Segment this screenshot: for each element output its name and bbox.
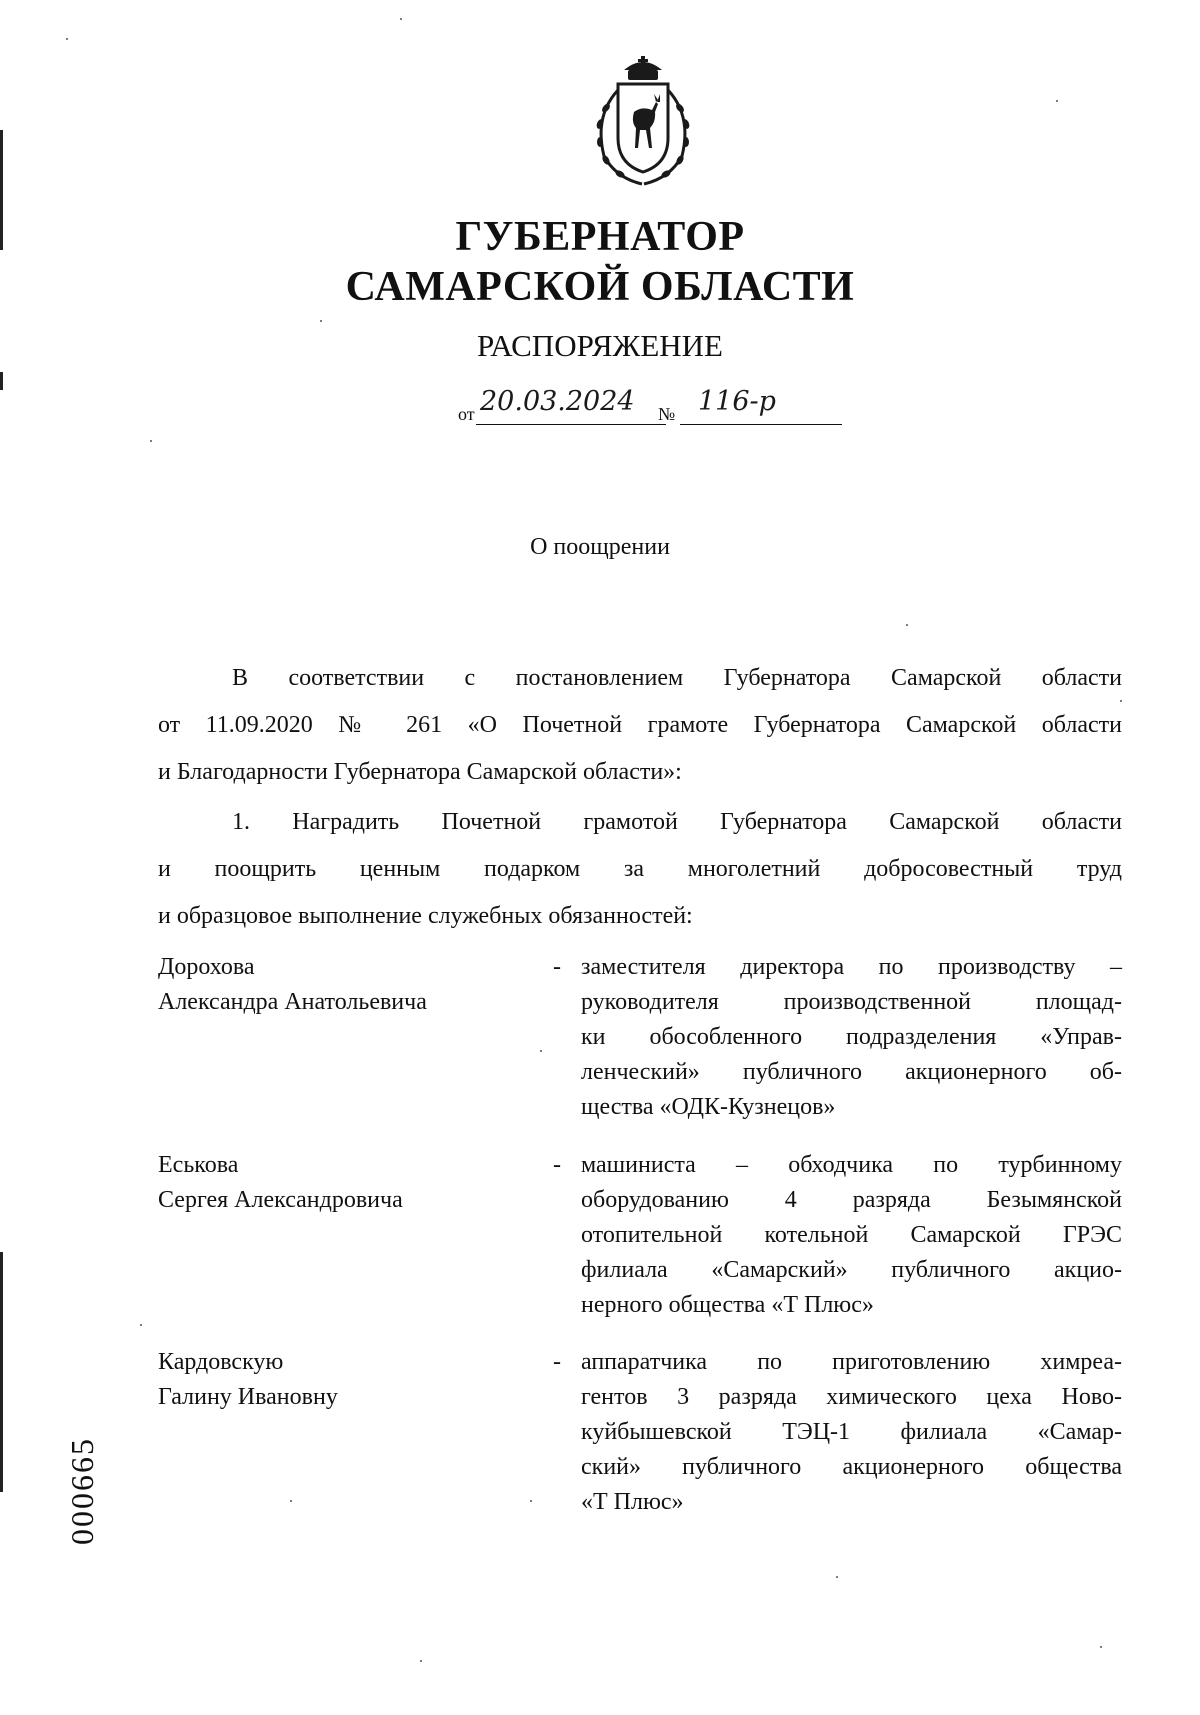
awardee-dash: - xyxy=(553,954,561,980)
scan-speck xyxy=(66,38,68,40)
scan-speck xyxy=(836,1576,838,1578)
preamble-paragraph xyxy=(158,655,1122,796)
date-prefix: от xyxy=(458,404,475,424)
scan-speck xyxy=(420,1660,422,1662)
document-subject: О поощрении xyxy=(530,534,670,560)
number-underline xyxy=(680,424,842,425)
scan-speck xyxy=(290,1500,292,1502)
item1-line: и поощрить ценным подарком за многолетний добросовестный труд xyxy=(158,856,1122,882)
awardee-dash: - xyxy=(553,1349,561,1375)
scan-speck xyxy=(400,18,402,20)
item1-paragraph xyxy=(158,799,1122,940)
awardee-position: машиниста – обходчика по турбинному оборудованию 4 разряда Безымянской отопительной котельной Самарской ГРЭС филиала «Самарский» публичного акцио- нерного общества «Т Плюс» xyxy=(581,1152,1122,1318)
scan-edge-mark xyxy=(0,1252,3,1492)
document-type: РАСПОРЯЖЕНИЕ xyxy=(477,328,723,363)
awardee-name: Кардовскую Галину Ивановну xyxy=(158,1349,338,1410)
scan-speck xyxy=(906,624,908,626)
header-title-line2: САМАРСКОЙ ОБЛАСТИ xyxy=(345,264,855,310)
scan-speck xyxy=(1120,700,1122,702)
scan-speck xyxy=(140,1324,142,1326)
coat-of-arms-emblem xyxy=(584,56,702,188)
preamble-line: и Благодарности Губернатора Самарской области»: xyxy=(158,759,682,785)
scan-speck xyxy=(150,440,152,442)
date-underline xyxy=(476,424,666,425)
awardee-position: аппаратчика по приготовлению химреа- гентов 3 разряда химического цеха Ново- куйбышевской ТЭЦ-1 филиала «Самар- ский» публичного акционерного общества «Т Плюс» xyxy=(581,1349,1122,1515)
item1-line: и образцовое выполнение служебных обязанностей: xyxy=(158,903,693,929)
scan-edge-mark xyxy=(0,372,3,390)
item1-line: 1. Наградить Почетной грамотой Губернатора Самарской области xyxy=(232,809,1122,835)
header-title-line1: ГУБЕРНАТОР xyxy=(455,214,745,260)
awardee-dash: - xyxy=(553,1152,561,1178)
awardee-name: Дорохова Александра Анатольевича xyxy=(158,954,427,1015)
serial-number-vertical: 000665 xyxy=(64,1437,100,1545)
scan-speck xyxy=(1056,100,1058,102)
awardee-position: заместителя директора по производству – руководителя производственной площад- ки обособленного подразделения «Управ- ленческий» публичного акционерного об- щества «ОДК-Кузнецов» xyxy=(581,954,1122,1120)
awardee-name: Еськова Сергея Александровича xyxy=(158,1152,403,1213)
order-date: 20.03.2024 xyxy=(480,386,635,417)
scan-speck xyxy=(540,1050,542,1052)
preamble-line: В соответствии с постановлением Губернатора Самарской области xyxy=(232,665,1122,691)
number-prefix: № xyxy=(658,404,676,424)
scan-speck xyxy=(1100,1646,1102,1648)
preamble-line: от 11.09.2020 № 261 «О Почетной грамоте Губернатора Самарской области xyxy=(158,712,1122,738)
order-number: 116-р xyxy=(698,386,776,417)
scan-speck xyxy=(320,320,322,322)
scan-speck xyxy=(530,1500,532,1502)
